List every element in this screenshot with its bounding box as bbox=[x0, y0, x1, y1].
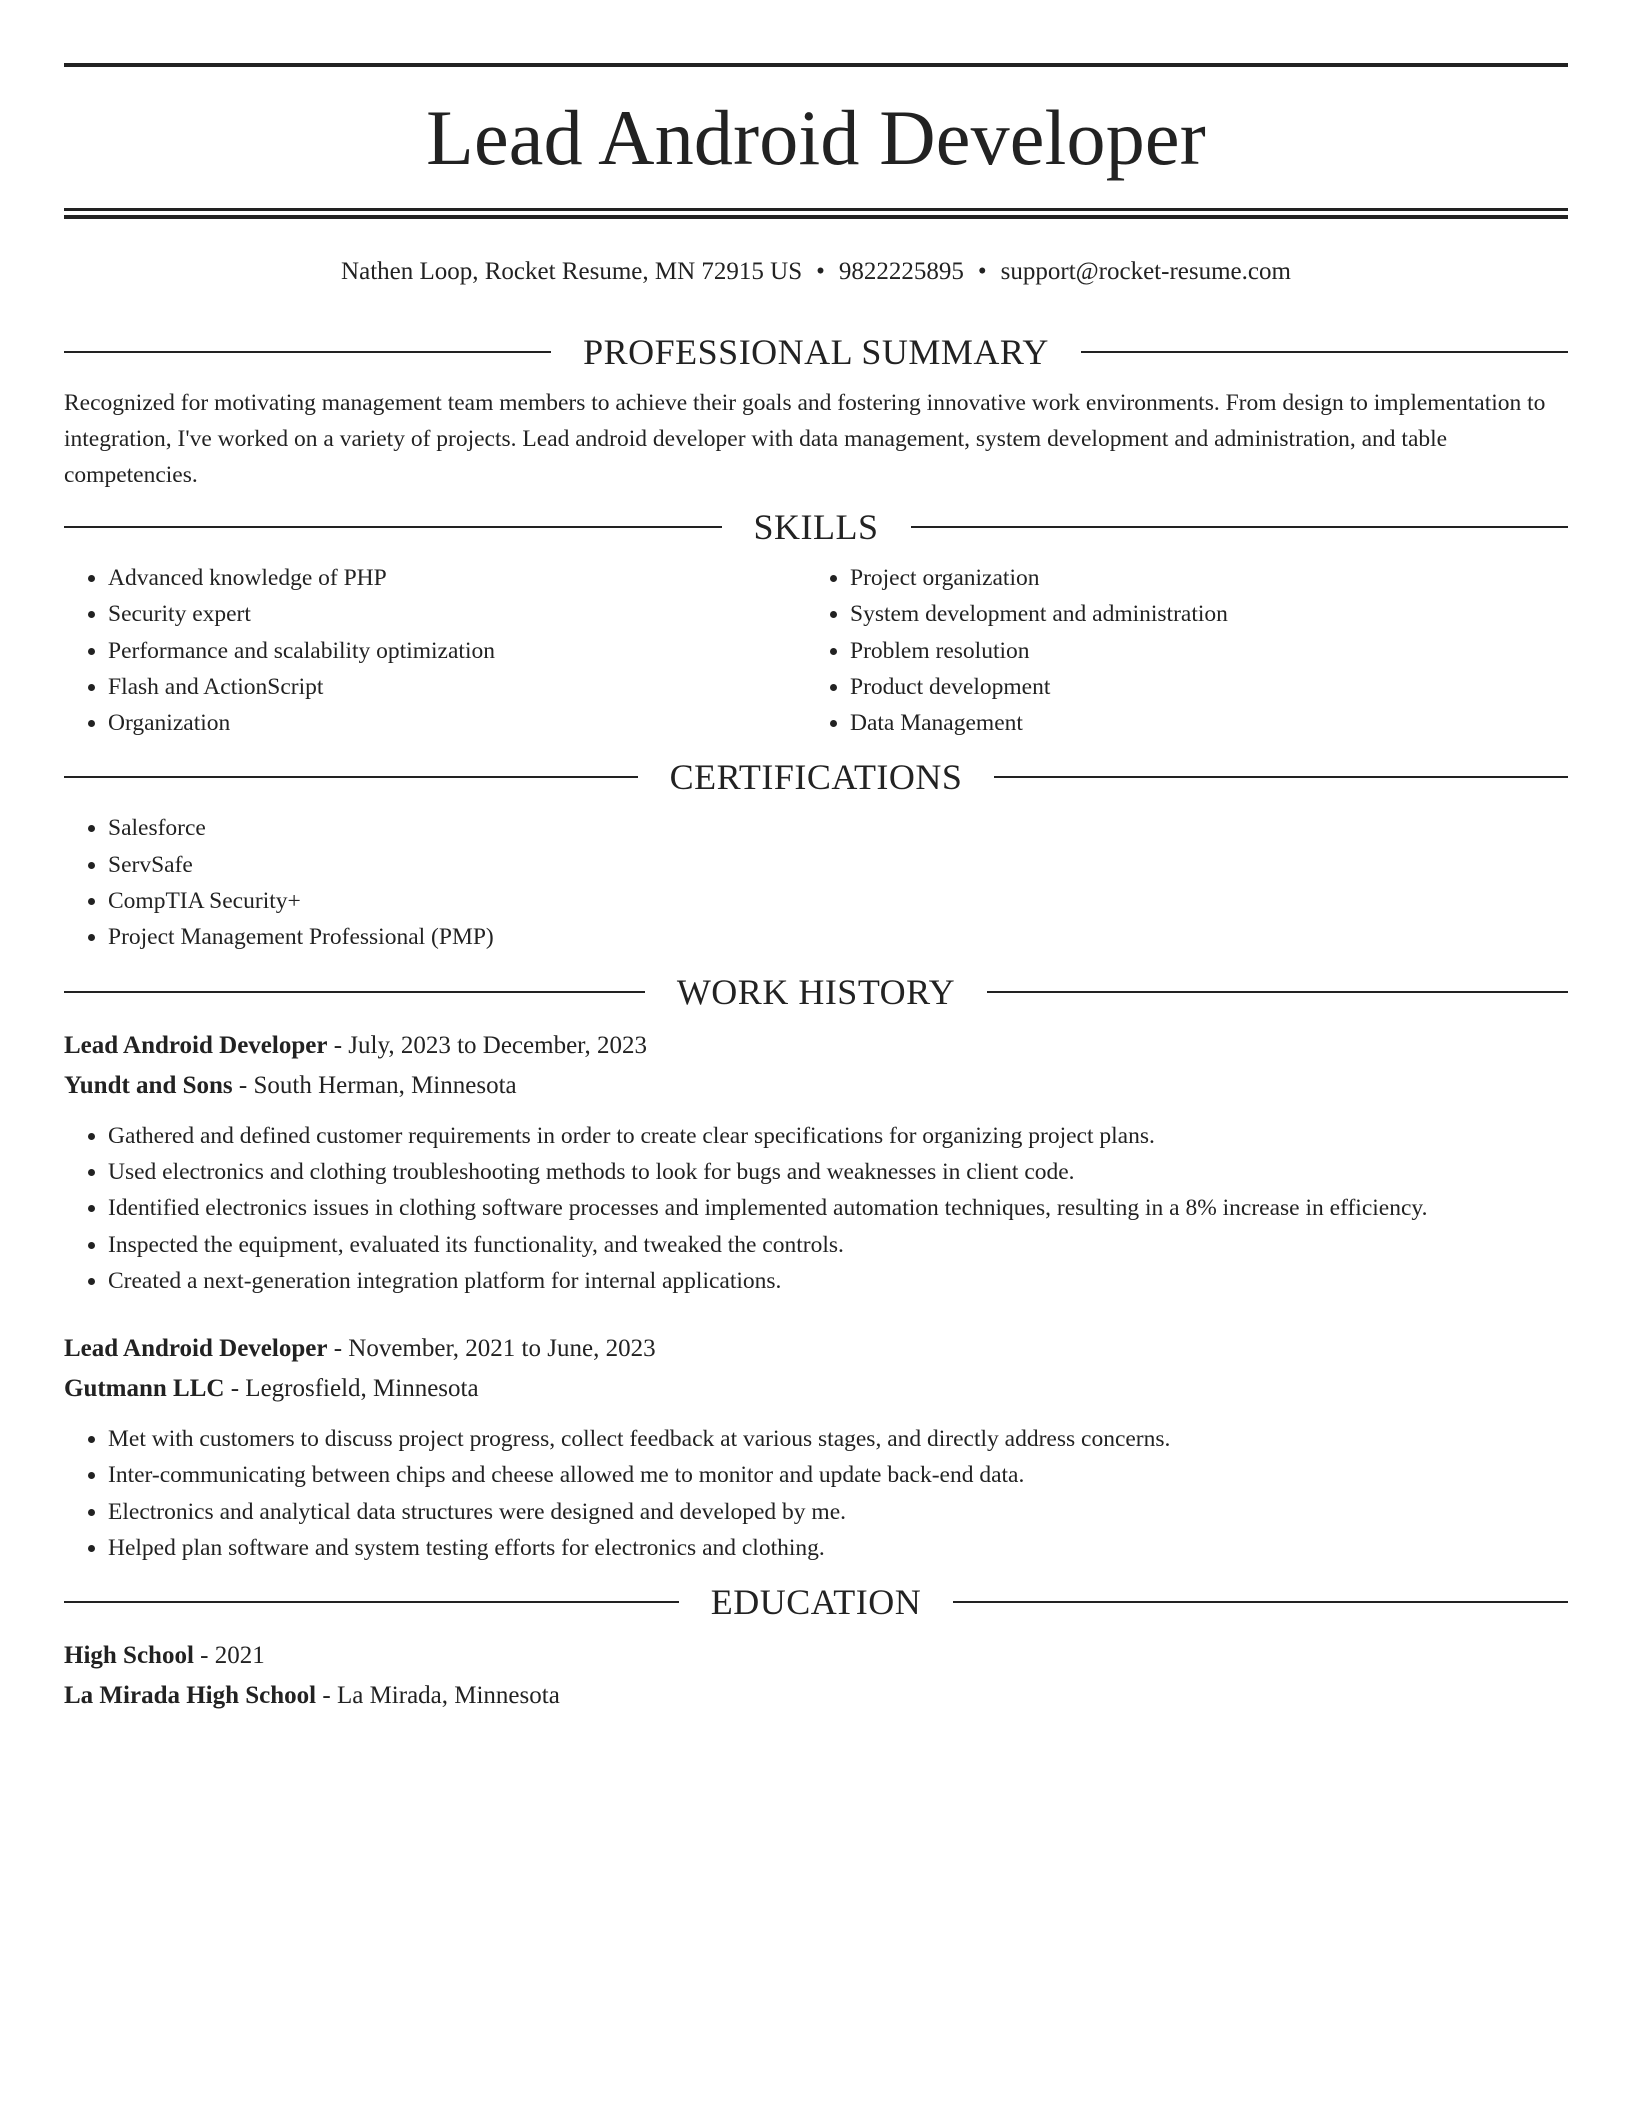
job-dates: - July, 2023 to December, 2023 bbox=[327, 1031, 647, 1059]
top-rule bbox=[64, 63, 1568, 67]
skill-item: • Problem resolution bbox=[850, 633, 1548, 669]
skill-item: • Organization bbox=[108, 705, 806, 741]
skills-list-right bbox=[806, 560, 1548, 741]
job-title: Lead Android Developer bbox=[64, 1335, 328, 1363]
job-title-line bbox=[64, 1026, 1568, 1066]
heading-rule-left bbox=[64, 991, 645, 993]
section-heading-label: CERTIFICATIONS bbox=[669, 757, 963, 798]
skill-item: • System development and administration bbox=[850, 596, 1548, 632]
contact-separator: • bbox=[977, 258, 987, 285]
job-bullet: • Helped plan software and system testing efforts for electronics and clothing. bbox=[108, 1530, 1568, 1566]
job-bullet: • Inspected the equipment, evaluated its functionality, and tweaked the controls. bbox=[108, 1227, 1568, 1263]
job-bullet: • Used electronics and clothing troubleshooting methods to look for bugs and weaknesses in client code. bbox=[108, 1154, 1568, 1190]
skills-list-left bbox=[64, 560, 806, 741]
contact-line bbox=[64, 257, 1568, 287]
certifications-heading bbox=[64, 757, 1568, 797]
contact-email: support@rocket-resume.com bbox=[1000, 258, 1291, 285]
heading-rule-right bbox=[987, 991, 1568, 993]
job-title-line bbox=[64, 1329, 1568, 1369]
summary-heading bbox=[64, 332, 1568, 372]
skill-item: • Advanced knowledge of PHP bbox=[108, 560, 806, 596]
job-location: - South Herman, Minnesota bbox=[232, 1071, 517, 1099]
job-dates: - November, 2021 to June, 2023 bbox=[327, 1335, 656, 1363]
heading-rule-right bbox=[911, 526, 1569, 528]
summary-text: Recognized for motivating management team members to achieve their goals and fostering innovative work environments. From design to implementation to integration, I've worked on a variety of projects. Lead android developer with data management, system development and administration, and table competencies. bbox=[64, 390, 1546, 488]
certification-item: • CompTIA Security+ bbox=[108, 883, 1568, 919]
section-heading-label: SKILLS bbox=[753, 507, 879, 547]
education-degree: High School bbox=[64, 1642, 194, 1670]
job-bullets bbox=[64, 1421, 1568, 1566]
skill-item: • Flash and ActionScript bbox=[108, 669, 806, 705]
skill-item: • Data Management bbox=[850, 705, 1548, 741]
job-bullet: • Electronics and analytical data structures were designed and developed by me. bbox=[108, 1494, 1568, 1530]
resume-title: Lead Android Developer bbox=[426, 94, 1206, 181]
heading-rule-right bbox=[994, 776, 1568, 778]
education-school-line bbox=[64, 1676, 1568, 1716]
job-bullet: • Identified electronics issues in clothing software processes and implemented automation techniques, resulting in a 8% increase in efficiency. bbox=[108, 1190, 1568, 1226]
skills-columns bbox=[64, 560, 1568, 741]
contact-address: Nathen Loop, Rocket Resume, MN 72915 US bbox=[341, 258, 803, 285]
job-company: Gutmann LLC bbox=[64, 1375, 225, 1403]
section-heading-label: WORK HISTORY bbox=[676, 971, 956, 1012]
skills-heading bbox=[64, 507, 1568, 547]
skills-right-column bbox=[806, 560, 1548, 741]
job-company-line bbox=[64, 1066, 1568, 1106]
certification-item: • Project Management Professional (PMP) bbox=[108, 919, 1568, 955]
job-bullets bbox=[64, 1118, 1568, 1299]
education-degree-line bbox=[64, 1636, 1568, 1676]
job-bullet: • Created a next-generation integration platform for internal applications. bbox=[108, 1263, 1568, 1299]
section-heading-label: EDUCATION bbox=[710, 1582, 922, 1623]
heading-rule-left bbox=[64, 526, 722, 528]
job-entry bbox=[64, 1329, 1568, 1566]
education-location: - La Mirada, Minnesota bbox=[316, 1682, 560, 1710]
title-double-rule bbox=[64, 208, 1568, 219]
heading-rule-left bbox=[64, 1601, 679, 1603]
job-entry bbox=[64, 1026, 1568, 1299]
skill-item: • Product development bbox=[850, 669, 1548, 705]
job-title: Lead Android Developer bbox=[64, 1031, 328, 1059]
work-history-heading bbox=[64, 972, 1568, 1012]
job-location: - Legrosfield, Minnesota bbox=[224, 1375, 479, 1403]
contact-separator: • bbox=[816, 258, 825, 285]
job-company: Yundt and Sons bbox=[64, 1071, 233, 1099]
certification-item: • ServSafe bbox=[108, 847, 1568, 883]
heading-rule-left bbox=[64, 776, 638, 778]
job-bullet: • Met with customers to discuss project progress, collect feedback at various stages, and directly address concerns. bbox=[108, 1421, 1568, 1457]
education-heading bbox=[64, 1582, 1568, 1622]
certification-item: • Salesforce bbox=[108, 810, 1568, 846]
skill-item: • Performance and scalability optimization bbox=[108, 633, 806, 669]
education-entry bbox=[64, 1636, 1568, 1716]
contact-phone: 9822225895 bbox=[838, 258, 964, 285]
heading-rule-right bbox=[1081, 351, 1568, 353]
skills-left-column bbox=[64, 560, 806, 741]
skill-item: • Security expert bbox=[108, 596, 806, 632]
education-school: La Mirada High School bbox=[64, 1682, 317, 1710]
certifications-list bbox=[64, 810, 1568, 955]
job-company-line bbox=[64, 1369, 1568, 1409]
skill-item: • Project organization bbox=[850, 560, 1548, 596]
job-bullet: • Gathered and defined customer requirements in order to create clear specifications for organizing project plans. bbox=[108, 1118, 1568, 1154]
section-heading-label: PROFESSIONAL SUMMARY bbox=[583, 332, 1049, 372]
heading-rule-left bbox=[64, 351, 551, 353]
job-bullet: • Inter-communicating between chips and cheese allowed me to monitor and update back-end data. bbox=[108, 1457, 1568, 1493]
education-year: - 2021 bbox=[193, 1642, 265, 1670]
heading-rule-right bbox=[953, 1601, 1568, 1603]
